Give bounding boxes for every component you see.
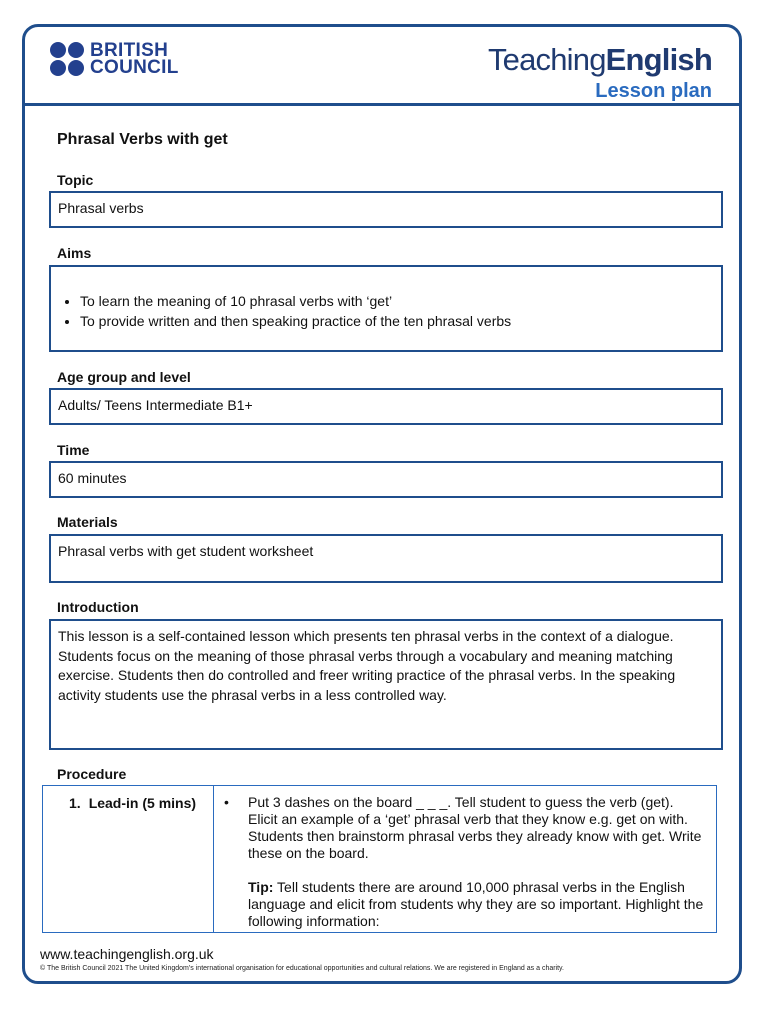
aims-list [58, 292, 714, 331]
lesson-plan-subtitle: Lesson plan [595, 80, 712, 102]
materials-box [49, 534, 723, 583]
british-council-logo [50, 42, 179, 76]
table-row [43, 786, 717, 933]
time-box [49, 461, 723, 498]
procedure-bullet-text: Put 3 dashes on the board _ _ _. Tell student to guess the verb (get). Elicit an example of a ‘get’ phrasal verb that they know e.g. get on with. Students then brainstorm phrasal verbs they already know with get. Write these on the board. [248, 794, 702, 861]
british-council-wordmark [90, 42, 179, 76]
introduction-label: Introduction [57, 599, 139, 615]
materials-label: Materials [57, 514, 118, 530]
page-title: Phrasal Verbs with get [57, 131, 228, 148]
time-label: Time [57, 442, 90, 458]
topic-value: Phrasal verbs [58, 200, 144, 216]
introduction-value: This lesson is a self-contained lesson which presents ten phrasal verbs in the context of a dialogue. Students focus on the meaning of those phrasal verbs through a vocabulary and meaning matching exercise. Students then do controlled and freer writing practice of the phrasal verbs. In the speaking activity students use the phrasal verbs in a less controlled way. [58, 628, 676, 703]
procedure-table [42, 785, 717, 933]
brand-bold: English [605, 42, 712, 77]
brand-light: Teaching [487, 42, 606, 77]
stage-content-cell [214, 786, 717, 933]
aim-item: • To provide written and then speaking practice of the ten phrasal verbs [80, 312, 714, 332]
time-value: 60 minutes [58, 470, 127, 486]
stage-cell [43, 786, 214, 933]
stage-number: 1. [69, 795, 81, 811]
introduction-box [49, 619, 723, 750]
tip-paragraph [224, 879, 706, 930]
org-line-2: COUNCIL [90, 57, 179, 78]
age-box [49, 388, 723, 425]
teachingenglish-logo [488, 42, 712, 103]
tip-label: Tip: [248, 879, 274, 895]
aim-item: • To learn the meaning of 10 phrasal verbs with ‘get’ [80, 292, 714, 312]
org-line-1: BRITISH [90, 40, 169, 61]
materials-value: Phrasal verbs with get student worksheet [58, 543, 314, 559]
footer-url: www.teachingenglish.org.uk [40, 946, 214, 962]
aims-label: Aims [57, 245, 92, 261]
procedure-bullet [224, 794, 706, 862]
aims-box [49, 265, 723, 352]
stage-name: Lead-in (5 mins) [88, 795, 197, 811]
british-council-dots-icon [50, 42, 84, 76]
bullet-icon: • [224, 794, 229, 810]
footer-copyright: © The British Council 2021 The United Kingdom’s international organisation for educational opportunities and cultural relations. We are registered in England as a charity. [40, 965, 564, 972]
age-value: Adults/ Teens Intermediate B1+ [58, 397, 253, 413]
topic-label: Topic [57, 172, 94, 188]
tip-text: Tell students there are around 10,000 phrasal verbs in the English language and elicit from students why they are so important. Highlight the following information: [248, 879, 704, 929]
header-divider [22, 103, 742, 106]
age-label: Age group and level [57, 369, 191, 385]
topic-box [49, 191, 723, 228]
brand-title [488, 42, 712, 78]
procedure-label: Procedure [57, 766, 127, 782]
